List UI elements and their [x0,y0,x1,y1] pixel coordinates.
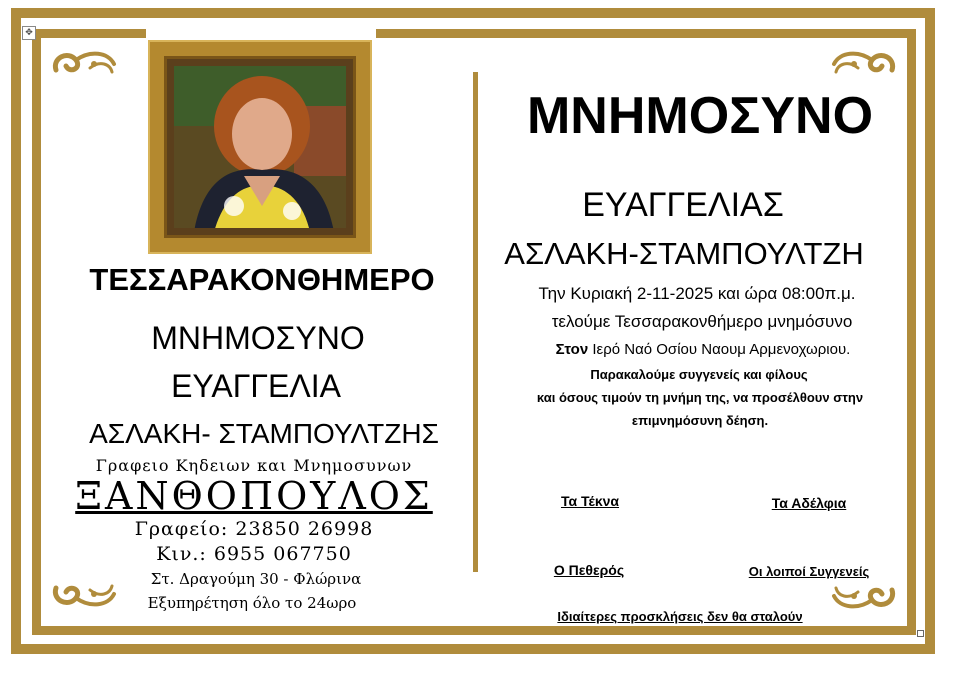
invite-line3: επιμνημόσυνη δέηση. [631,413,769,428]
column-divider [473,72,478,572]
signer-children: Τα Τέκνα [560,493,620,509]
portrait-photo [150,42,370,252]
signer-relatives: Οι λοιποί Συγγενείς [748,564,870,579]
flourish-top-left-icon [50,46,120,80]
move-handle-icon[interactable]: ✥ [22,26,36,40]
church-prefix: Στον [555,341,589,358]
funeral-home-name: Γραφειο Κηδειων και Μνημοσυνων [95,456,413,475]
photo-backdrop [146,26,376,42]
portrait-illustration [174,66,346,228]
left-surname: ΑΣΛΑΚΗ- ΣΤΑΜΠΟΥΛΤΖΗΣ [89,418,439,449]
left-subheading: ΜΝΗΜΟΣΥΝΟ [151,320,365,356]
flourish-bottom-left-icon [50,578,120,612]
invite-line1: Παρακαλούμε συγγενείς και φίλους [590,367,808,382]
signer-father-in-law: Ο Πεθερός [553,562,625,578]
church-line [556,341,851,358]
resize-handle[interactable] [917,630,924,637]
right-title: ΜΝΗΜΟΣΥΝΟ [526,87,874,145]
church-name: Ιερό Ναό Οσίου Ναουμ Αρμενοχωριου [592,341,847,358]
company-name: ΞΑΝΘΟΠΟΥΛΟΣ [75,474,433,518]
signer-siblings: Τα Αδέλφια [771,495,847,511]
address: Στ. Δραγούμη 30 - Φλώρινα [150,570,362,588]
invite-line2: και όσους τιμούν τη μνήμη της, να προσέλθουν στην [536,390,864,405]
right-name-line1: ΕΥΑΓΓΕΛΙΑΣ [582,186,784,224]
flourish-top-right-icon [828,46,898,80]
date-line: Την Κυριακή 2-11-2025 και ώρα 08:00π.μ. [538,284,856,303]
church-suffix: . [846,341,851,358]
office-phone: Γραφείο: 23850 26998 [134,518,374,540]
service-line: τελούμε Τεσσαρακονθήμερο μνημόσυνο [551,312,853,331]
left-heading: ΤΕΣΣΑΡΑΚΟΝΘΗΜΕΡΟ [89,262,435,297]
mobile-phone: Κιν.: 6955 067750 [156,543,352,565]
left-first-name: ΕΥΑΓΓΕΛΙΑ [171,368,341,404]
flourish-bottom-right-icon [828,580,898,614]
right-name-line2: ΑΣΛΑΚΗ-ΣΤΑΜΠΟΥΛΤΖΗ [504,236,864,271]
service-hours: Εξυπηρέτηση όλο το 24ωρο [147,594,357,612]
footer-note: Ιδιαίτερες προσκλήσεις δεν θα σταλούν [557,609,803,624]
